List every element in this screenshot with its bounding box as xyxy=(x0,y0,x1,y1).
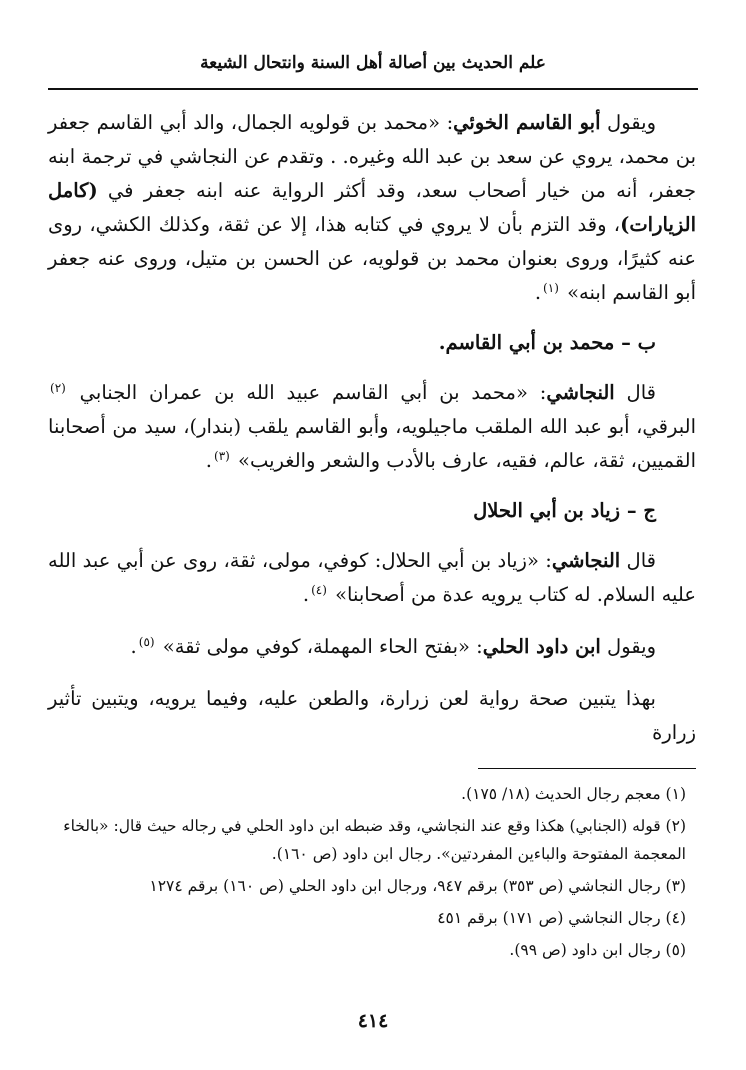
speaker-name: ابن داود الحلي xyxy=(482,635,601,658)
footnote: (٥) رجال ابن داود (ص ٩٩). xyxy=(509,941,686,959)
paragraph-conclusion: بهذا يتبين صحة رواية لعن زرارة، والطعن عليه، وفيما يرويه، ويتبين تأثير زرارة xyxy=(48,687,696,744)
paragraph-ibn-dawud: ويقول ابن داود الحلي: «بفتح الحاء المهملة، كوفي مولى ثقة» $^{(٥)}$. xyxy=(130,634,656,658)
paragraph-najashi-1: قال النجاشي: «محمد بن أبي القاسم عبيد الله بن عمران الجنابي $^{(٢)}$ البرقي، أبو عبد الله الملقب ماجيلويه، وأبو القاسم يلقب (بندار)، سيد من أصحابنا القميين، ثقة، عالم، فقيه، عارف بالأدب والشعر والغريب» $^{(٣)}$. xyxy=(48,380,696,472)
body-text xyxy=(48,106,696,750)
speaker-name: النجاشي xyxy=(546,381,615,404)
paragraph-najashi-2: قال النجاشي: «زياد بن أبي الحلال: كوفي، مولى، ثقة، روى عن أبي عبد الله عليه السلام. له كتاب يرويه عدة من أصحابنا» $^{(٤)}$. xyxy=(48,549,696,606)
section-heading-c: ج – زياد بن أبي الحلال xyxy=(473,499,656,522)
footnote-separator xyxy=(478,768,696,769)
footnote-ref: (١) xyxy=(543,280,559,295)
book-title: (كامل الزيارات) xyxy=(48,179,696,236)
page-number: ٤١٤ xyxy=(357,1010,389,1032)
footnote: (٤) رجال النجاشي (ص ١٧١) برقم ٤٥١ xyxy=(437,909,686,927)
footnote-ref: (٢) xyxy=(50,380,66,395)
paragraph-khoei: ويقول أبو القاسم الخوئي: «محمد بن قولويه الجمال، والد أبي القاسم جعفر بن محمد، يروي عن سعد بن عبد الله وغيره. . وتقدم عن النجاشي في ترجمة ابنه جعفر، أنه من خيار أصحاب سعد، وقد أكثر الرواية عنه ابنه جعفر في (كامل الزيارات)، وقد التزم بأن لا يروي في كتابه هذا، إلا عن ثقة، وكذلك الكشي، روى عنه كثيرًا، وروى بعنوان محمد بن قولويه، عن الحسن بن متيل، وروى عنه جعفر أبو القاسم ابنه» $^{(١)}$. xyxy=(48,111,696,304)
header-rule xyxy=(48,88,698,90)
footnote: (٢) قوله (الجنابي) هكذا وقع عند النجاشي، وقد ضبطه ابن داود الحلي في رجاله حيث قال: «بالخاء المعجمة المفتوحة والباءين المفردتين». رجال ابن داود (ص ١٦٠). xyxy=(63,817,686,863)
section-heading-b: ب – محمد بن أبي القاسم. xyxy=(438,331,656,354)
footnote-ref: (٥) xyxy=(138,634,155,649)
running-header: علم الحديث بين أصالة أهل السنة وانتحال الشيعة xyxy=(200,53,546,73)
footnotes xyxy=(48,780,686,968)
footnote-ref: (٤) xyxy=(311,582,327,597)
footnote: (١) معجم رجال الحديث (١٨/ ١٧٥). xyxy=(461,785,686,803)
speaker-name: أبو القاسم الخوئي xyxy=(453,111,601,134)
footnote-ref: (٣) xyxy=(214,448,230,463)
footnote: (٣) رجال النجاشي (ص ٣٥٣) برقم ٩٤٧، ورجال ابن داود الحلي (ص ١٦٠) برقم ١٢٧٤ xyxy=(149,877,686,895)
speaker-name: النجاشي xyxy=(551,549,621,572)
